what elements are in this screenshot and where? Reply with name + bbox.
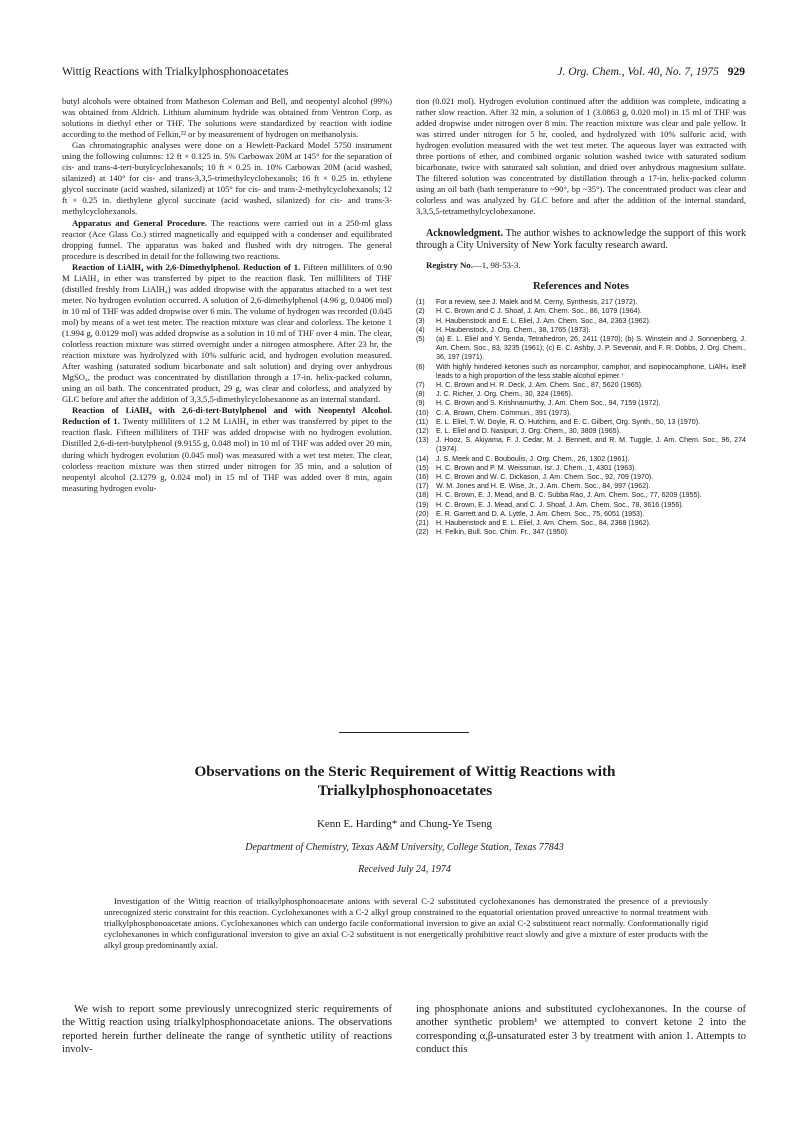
reference-number: (1) bbox=[416, 298, 425, 307]
paragraph: Gas chromatographic analyses were done on a Hewlett-Packard Model 5750 instrument using the following columns: 12 ft × 0.125 in. 5% Carbowax 20M at 145° for the separation of cis- and trans-4-tert-butylcyclohexanols; 10 ft × 0.25 in. 10% Carbowax 20M (acid washed, silanized) at 140° for cis- and trans-3,3,5-trimethylcyclohexanols; 16 ft × 0.25 in. ethylene glycol succinate (acid washed, silanized) at 105° for cis- and trans-2-methylcyclohexanols; 12 ft × 0.25 in. diethylene glycol succinate (acid washed, silanized) for cis- and trans-3-methylcyclohexanols. bbox=[62, 140, 392, 217]
reference-text: With highly hindered ketones such as norcamphor, camphor, and isopinocamphone, LiAlH₄ itself leads to a high proportion of the less stable alcohol epimer.⁷ bbox=[436, 362, 746, 380]
reference-text: J. C. Richer, J. Org. Chem., 30, 324 (1965). bbox=[436, 390, 573, 399]
reference-number: (4) bbox=[416, 325, 425, 334]
reference-number: (14) bbox=[416, 454, 429, 463]
body-text-left: We wish to report some previously unrecognized steric requirements of the Wittig reaction using trialkylphosphonoacetate anions. The observations reported herein further delineate the range of synthetic utility of reactions involv- bbox=[62, 1004, 392, 1055]
reference-number: (10) bbox=[416, 408, 429, 417]
paragraph bbox=[62, 405, 392, 493]
registry-number bbox=[416, 260, 746, 271]
reference-number: (20) bbox=[416, 509, 429, 518]
reference-item bbox=[416, 298, 746, 307]
reference-text: H. Haubenstock and E. L. Eliel, J. Am. Chem. Soc., 84, 2368 (1962). bbox=[436, 519, 651, 528]
right-column bbox=[416, 96, 746, 537]
reference-number: (18) bbox=[416, 491, 429, 500]
reference-number: (3) bbox=[416, 316, 425, 325]
author-affiliation: Department of Chemistry, Texas A&M University, College Station, Texas 77843 bbox=[245, 842, 564, 853]
reference-item bbox=[416, 501, 746, 510]
reference-number: (8) bbox=[416, 390, 425, 399]
reference-number: (12) bbox=[416, 427, 429, 436]
reference-text: H. C. Brown and P. M. Weissman, Isr. J. Chem., 1, 4301 (1963). bbox=[436, 463, 637, 472]
references-heading: References and Notes bbox=[532, 281, 630, 293]
abstract: Investigation of the Wittig reaction of trialkylphosphonoacetate anions with several C-2 substituted cyclohexanones has demonstrated the presence of a previously unrecognized steric constraint for this reaction. Cyclohexanones with a C-2 alkyl group constrained to the equatorial orientation proved unreactive to normal treatment with trialkylphosphonoacetate anions. Cyclohexanones which can undergo facile conformational inversion to give an axial C-2 substituent react normally. Conformationally rigid cyclohexanones in which configurational inversion to give an axial C-2 substituent is not energetically prohibitive react slowly and give a mixture of ester products with the alkyl group predominantly axial. bbox=[104, 896, 708, 951]
reference-number: (16) bbox=[416, 473, 429, 482]
journal-name: J. Org. Chem., Vol. 40, No. 7, 1975 bbox=[557, 66, 719, 78]
reference-item bbox=[416, 335, 746, 363]
reference-text: H. Haubenstock, J. Org. Chem., 38, 1765 (1973). bbox=[436, 325, 591, 334]
received-date: Received July 24, 1974 bbox=[358, 864, 451, 875]
paragraph bbox=[62, 218, 392, 262]
reference-text: H. C. Brown and S. Krishnamurthy, J. Am. Chem Soc., 94, 7159 (1972). bbox=[436, 399, 661, 408]
reference-number: (15) bbox=[416, 463, 429, 472]
registry-heading: Registry No. bbox=[426, 260, 473, 271]
reference-text: C. A. Brown, Chem. Commun., 391 (1973). bbox=[436, 408, 572, 417]
reference-text: H. C. Brown and W. C. Dickason, J. Am. Chem. Soc., 92, 709 (1970). bbox=[436, 473, 654, 482]
reference-text: J. S. Meek and C. Bouboulis, J. Org. Chem., 26, 1302 (1961). bbox=[436, 454, 630, 463]
reference-item bbox=[416, 436, 746, 454]
reference-text: H. Felkin, Bull. Soc. Chim. Fr., 347 (1950). bbox=[436, 528, 569, 537]
reference-number: (22) bbox=[416, 528, 429, 537]
reference-text: H. C. Brown, E. J. Mead, and B. C. Subba Rao, J. Am. Chem. Soc., 77, 6209 (1955). bbox=[436, 491, 702, 500]
reference-item bbox=[416, 510, 746, 519]
acknowledgment bbox=[416, 228, 746, 254]
reference-number: (6) bbox=[416, 362, 425, 371]
paragraph: butyl alcohols were obtained from Matheson Coleman and Bell, and neopentyl alcohol (99%) was obtained from Aldrich. Lithium aluminum hydride was obtained from Ventron Corp. as solutions in diethyl ether or THF. The solutions were standardized by reaction with iodine according to the method of Felkin,²² or by measurement of hydrogen on methanolysis. bbox=[62, 96, 392, 140]
reference-number: (19) bbox=[416, 500, 429, 509]
reference-number: (7) bbox=[416, 381, 425, 390]
reference-item bbox=[416, 473, 746, 482]
paragraph: tion (0.021 mol). Hydrogen evolution continued after the addition was complete, indicating a rather slow reaction. After 32 min, a solution of 1 (3.0863 g, 0.020 mol) in 15 ml of THF was added dropwise under nitrogen over 8 min. The reaction mixture was clear and pale yellow. It was stirred under nitrogen for 5 hr, cooled, and hydrolyzed with 10% sulfuric acid, with hydrogen evolution measured with the wet test meter. The aqueous layer was extracted with three portions of ether, and combined organic solution washed twice with saturated sodium bicarbonate, twice with saturated salt solution, and dried over anhydrous magnesium sulfate. The filtered solution was concentrated by distillation through a 17-in. helix-packed column using an oil bath (bath temperature to ~90°, bp ~35°). The concentrated product was clear and colorless and was analyzed by GLC before and after the addition of the internal standard, 3,3,5,5-tetramethylcyclohexanone. bbox=[416, 96, 746, 217]
reference-text: E. R. Garrett and D. A. Lyttle, J. Am. Chem. Soc., 75, 6051 (1953). bbox=[436, 509, 645, 518]
reference-text: W. M. Jones and H. E. Wise, Jr., J. Am. Chem. Soc., 84, 997 (1962). bbox=[436, 482, 651, 491]
reference-number: (13) bbox=[416, 436, 429, 445]
reference-item bbox=[416, 326, 746, 335]
reference-item bbox=[416, 399, 746, 408]
reference-text: H. C. Brown and H. R. Deck, J. Am. Chem. Soc., 87, 5620 (1965). bbox=[436, 381, 643, 390]
reference-text: H. C. Brown and C J. Shoaf, J. Am. Chem. Soc., 86, 1079 (1964). bbox=[436, 307, 642, 316]
reference-text: E. L. Eliel, T. W. Doyle, R. O. Hutchins, and E. C. Gilbert, Org. Synth., 50, 13 (1970). bbox=[436, 417, 701, 426]
reference-text: H. C. Brown, E. J. Mead, and C. J. Shoaf, J. Am. Chem. Soc., 78, 3616 (1956). bbox=[436, 500, 684, 509]
reference-item bbox=[416, 455, 746, 464]
reference-item bbox=[416, 427, 746, 436]
paragraph-heading: Reaction of LiAlH₄ with 2,6-di-tert-Butylphenol and with Neopentyl Alcohol. Reduction of 1. bbox=[62, 405, 392, 427]
reference-item bbox=[416, 418, 746, 427]
journal-citation bbox=[557, 66, 745, 78]
reference-item bbox=[416, 381, 746, 390]
paragraph-heading: Reaction of LiAlH₄ with 2,6-Dimethylphenol. Reduction of 1. bbox=[72, 261, 301, 272]
left-column bbox=[62, 96, 392, 494]
reference-item bbox=[416, 528, 746, 537]
reference-item bbox=[416, 519, 746, 528]
article-title: Observations on the Steric Requirement of Wittig Reactions with Trialkylphosphonoacetates bbox=[194, 763, 616, 799]
reference-text: H. Haubenstock and E. L. Eliel, J. Am. Chem. Soc., 84, 2363 (1962). bbox=[436, 316, 651, 325]
reference-number: (9) bbox=[416, 399, 425, 408]
reference-item bbox=[416, 390, 746, 399]
reference-item bbox=[416, 317, 746, 326]
reference-item bbox=[416, 464, 746, 473]
acknowledgment-text: The author wishes to acknowledge the support of this work through a City University of New York faculty research award. bbox=[416, 227, 746, 252]
reference-text: E. L. Eliel and D. Nasipuri, J. Org. Chem., 30, 3809 (1965). bbox=[436, 427, 621, 436]
reference-number: (2) bbox=[416, 307, 425, 316]
reference-text: For a review, see J. Malek and M. Cerny, Synthesis, 217 (1972). bbox=[436, 298, 638, 307]
reference-number: (11) bbox=[416, 417, 429, 426]
paragraph-text: Twenty milliliters of 1.2 M LiAlH₄ in ether was transferred by pipet to the reaction flask. Fifteen milliliters of THF was added dropwise with no hydrogen evolution. Distilled 2,6-di-tert-butylphenol (9.9155 g, 0.048 mol) in 10 ml of THF was added over 20 min, during which hydrogen evolution (0.045 mol) was measured with a wet test meter. The clear, colorless reaction mixture was then stirred under nitrogen for 35 min, and a solution of neopentyl alcohol (2.1279 g, 0.024 mol) in 15 ml of THF was added over 8 min, again measuring hydrogen evolu- bbox=[62, 416, 392, 493]
reference-item bbox=[416, 409, 746, 418]
acknowledgment-heading: Acknowledgment. bbox=[426, 227, 503, 239]
article-authors: Kenn E. Harding* and Chung-Ye Tseng bbox=[316, 818, 493, 830]
running-title: Wittig Reactions with Trialkylphosphonoacetates bbox=[62, 66, 289, 78]
reference-item bbox=[416, 491, 746, 500]
paragraph-text: Fifteen milliliters of 0.90 M LiAlH₄ in ether was transferred by pipet to the reaction flask. Ten milliliters of THF (distilled freshly from LiAlH₄) was added dropwise with the apparatus attached to a wet test meter. No hydrogen evolution occurred. A solution of 2,6-dimethylphenol (4.96 g, 0.0406 mol) in 10 ml of THF was added dropwise over 6 min. The volume of hydrogen was recorded (0.045 mol) by means of a wet test meter. The reaction mixture was clear and colorless. The ketone 1 (1.994 g, 0.0129 mol) was added dropwise as a solution in 10 ml of THF over 4 min. The clear, colorless reaction mixture was stirred overnight under a nitrogen atmosphere. After 23 hr, the reaction mixture was hydrolyzed with 10% sulfuric acid, and hydrogen evolution measured. After washing (saturated sodium bicarbonate and salt solution) and drying over anhydrous MgSO₄, the product was concentrated by distillation through a 17-in. helix-packed column, using an oil bath. The concentrated product, 29 g, was clear and colorless, and analyzed by GLC before and after the addition of 3,3,5,5-dimethylcyclohexanone as an internal standard. bbox=[62, 261, 392, 405]
body-text-right: ing phosphonate anions and substituted cyclohexanones. In the course of another synthetic problem¹ we attempted to convert ketone 2 into the corresponding α,β-unsaturated ester 3 by treatment with anion 1. Attempts to conduct this bbox=[416, 1004, 746, 1055]
running-head bbox=[62, 66, 745, 78]
section-divider bbox=[339, 732, 469, 733]
paragraph-text: The reactions were carried out in a 250-ml glass reactor (Ace Glass Co.) stirred magnetically and equipped with a condenser and equilibrated dropping funnel. The apparatus was baked and flushed with dry nitrogen. The general procedure is described in detail for the following two reactions. bbox=[62, 217, 392, 261]
reference-text: J. Hooz, S. Akiyama, F. J. Cedar, M. J. Bennett, and R. M. Tuggle, J. Am. Chem. Soc., 96, 274 (1974). bbox=[436, 436, 746, 454]
paragraph-heading: Apparatus and General Procedure. bbox=[72, 217, 207, 228]
reference-number: (21) bbox=[416, 519, 429, 528]
references-list bbox=[416, 298, 746, 537]
paragraph bbox=[62, 262, 392, 406]
page-number: 929 bbox=[727, 66, 745, 78]
reference-number: (17) bbox=[416, 482, 429, 491]
registry-text: —1, 98-53-3. bbox=[472, 260, 521, 271]
reference-text: (a) E. L. Eliel and Y. Senda, Tetrahedron, 26, 2411 (1970); (b) S. Winstein and J. Sonnenberg, J. Am. Chem. Soc., 83, 3235 (1961); (c) E. C. Ashby, J. P. Sevenair, and F. R. Dobbs, J. Org. Chem., 36, 197 (1971). bbox=[436, 335, 746, 362]
reference-item bbox=[416, 482, 746, 491]
reference-item bbox=[416, 363, 746, 381]
reference-item bbox=[416, 307, 746, 316]
reference-number: (5) bbox=[416, 335, 425, 344]
